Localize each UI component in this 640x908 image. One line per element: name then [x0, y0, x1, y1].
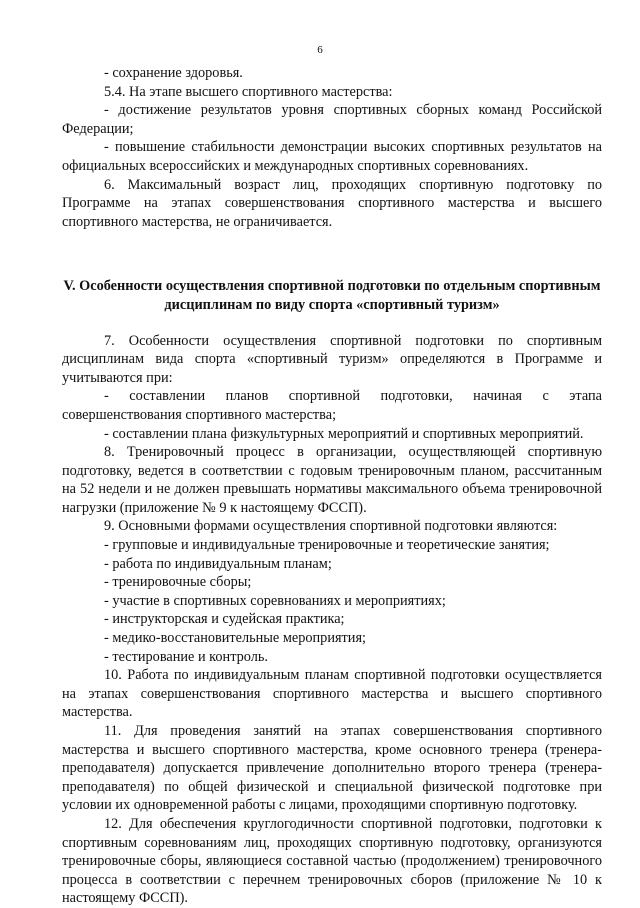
list-item: - медико-восстановительные мероприятия;	[104, 630, 367, 647]
paragraph: 11. Для проведения занятий на этапах совершенствования спортивного мастерства и высшего спортивного мастерства, кроме основного тренера (тренера-преподавателя) допускается привлечение дополнительно второго тренера (тренера-преподавателя) по общей физической и специальной физической подготовке при условии их одновременной работы с лицами, проходящими спортивную подготовку.	[62, 723, 602, 814]
paragraph: - составлении планов спортивной подготовки, начиная с этапа совершенствования спортивного мастерства;	[62, 388, 602, 423]
paragraph: 8. Тренировочный процесс в организации, осуществляющей спортивную подготовку, ведется в соответствии с годовым тренировочным планом, рассчитанным на 52 недели и не должен превышать нормативы максимального объема тренировочной нагрузки (приложение № 9 к настоящему ФССП).	[62, 444, 602, 516]
paragraph: - сохранение здоровья.	[104, 65, 243, 81]
section-heading: V. Особенности осуществления спортивной подготовки по отдельным спортивным дисциплинам по виду спорта «спортивный туризм»	[63, 278, 601, 313]
paragraph: - достижение результатов уровня спортивных сборных команд Российской Федерации;	[62, 102, 602, 137]
list-item: - групповые и индивидуальные тренировочные и теоретические занятия;	[104, 537, 550, 554]
paragraph: 7. Особенности осуществления спортивной подготовки по спортивным дисциплинам вида спорта «спортивный туризм» определяются в Программе и учитываются при:	[62, 332, 602, 386]
list-item: - участие в спортивных соревнованиях и мероприятиях;	[104, 592, 446, 609]
paragraph: - повышение стабильности демонстрации высоких спортивных результатов на официальных всероссийских и международных спортивных соревнованиях.	[62, 139, 602, 174]
paragraph: 10. Работа по индивидуальным планам спортивной подготовки осуществляется на этапах совершенствования спортивного мастерства и высшего спортивного мастерства.	[62, 667, 602, 721]
paragraph: 5.4. На этапе высшего спортивного мастерства:	[104, 83, 393, 100]
paragraph: 6. Максимальный возраст лиц, проходящих спортивную подготовку по Программе на этапах совершенствования спортивного мастерства и высшего спортивного мастерства, не ограничивается.	[62, 176, 602, 230]
page-number: 6	[317, 44, 323, 56]
paragraph: 9. Основными формами осуществления спортивной подготовки являются:	[104, 518, 558, 535]
list-item: - работа по индивидуальным планам;	[104, 555, 332, 572]
list-item: - тестирование и контроль.	[104, 648, 268, 665]
list-item: - инструкторская и судейская практика;	[104, 611, 345, 628]
document-body	[62, 64, 602, 908]
list-item: - тренировочные сборы;	[104, 574, 252, 591]
paragraph: 12. Для обеспечения круглогодичности спортивной подготовки, подготовки к спортивным соревнованиям лиц, проходящих спортивную подготовку, организуются тренировочные сборы, являющиеся составной частью (продолжением) тренировочного процесса в соответствии с перечнем тренировочных сборов (приложение № 10 к настоящему ФССП).	[62, 815, 602, 907]
paragraph: - составлении плана физкультурных мероприятий и спортивных мероприятий.	[104, 425, 584, 442]
